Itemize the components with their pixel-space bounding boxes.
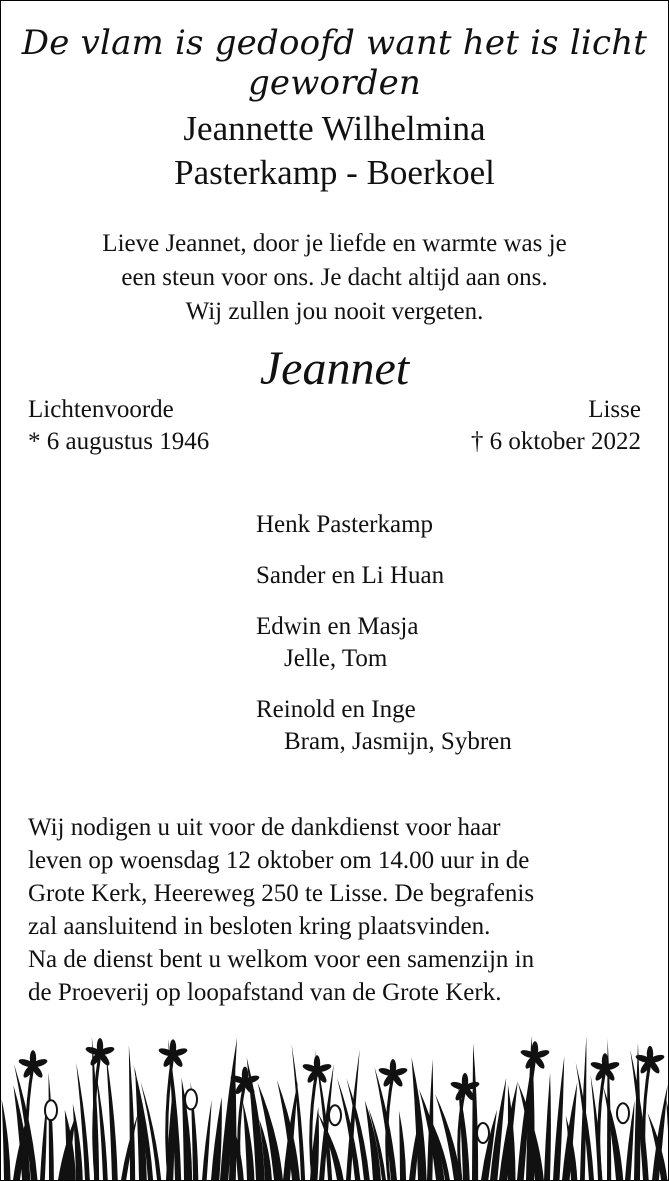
snowdrop-flowers-decoration [1, 1030, 668, 1180]
family-member: Henk Pasterkamp [256, 511, 434, 538]
call-name: Jeannet [259, 342, 410, 395]
deceased-name-line2: Pasterkamp - Boerkoel [174, 153, 495, 192]
birth-date: * 6 augustus 1946 [28, 428, 210, 455]
invitation-line: de Proeverij op loopafstand van de Grote Kerk. [28, 979, 502, 1006]
verse-line: een steun voor ons. Je dacht altijd aan ons. [121, 264, 548, 291]
death-date: † 6 oktober 2022 [470, 428, 641, 455]
invitation-line: zal aansluitend in besloten kring plaatsvinden. [28, 913, 491, 940]
invitation-line: Na de dienst bent u welkom voor een samenzijn in [28, 946, 535, 973]
verse-line: Wij zullen jou nooit vergeten. [185, 298, 484, 325]
deceased-name-line1: Jeannette Wilhelmina [183, 109, 486, 148]
family-member: Sander en Li Huan [256, 562, 445, 589]
death-place: Lisse [588, 396, 641, 423]
motto-heading: De vlam is gedoofd want het is licht geworden [21, 23, 648, 103]
family-grandchildren: Bram, Jasmijn, Sybren [284, 728, 512, 755]
invitation-line: leven op woensdag 12 oktober om 14.00 uur in de [28, 847, 530, 874]
family-member: Reinold en Inge [256, 696, 416, 723]
invitation-text [28, 811, 648, 1009]
family-grandchildren: Jelle, Tom [284, 645, 388, 672]
birth-place: Lichtenvoorde [28, 396, 174, 423]
invitation-line: Grote Kerk, Heereweg 250 te Lisse. De begrafenis [28, 880, 535, 907]
verse-line: Lieve Jeannet, door je liefde en warmte was je [102, 230, 567, 257]
family-member: Edwin en Masja [256, 613, 419, 640]
invitation-line: Wij nodigen u uit voor de dankdienst voor haar [28, 814, 501, 841]
